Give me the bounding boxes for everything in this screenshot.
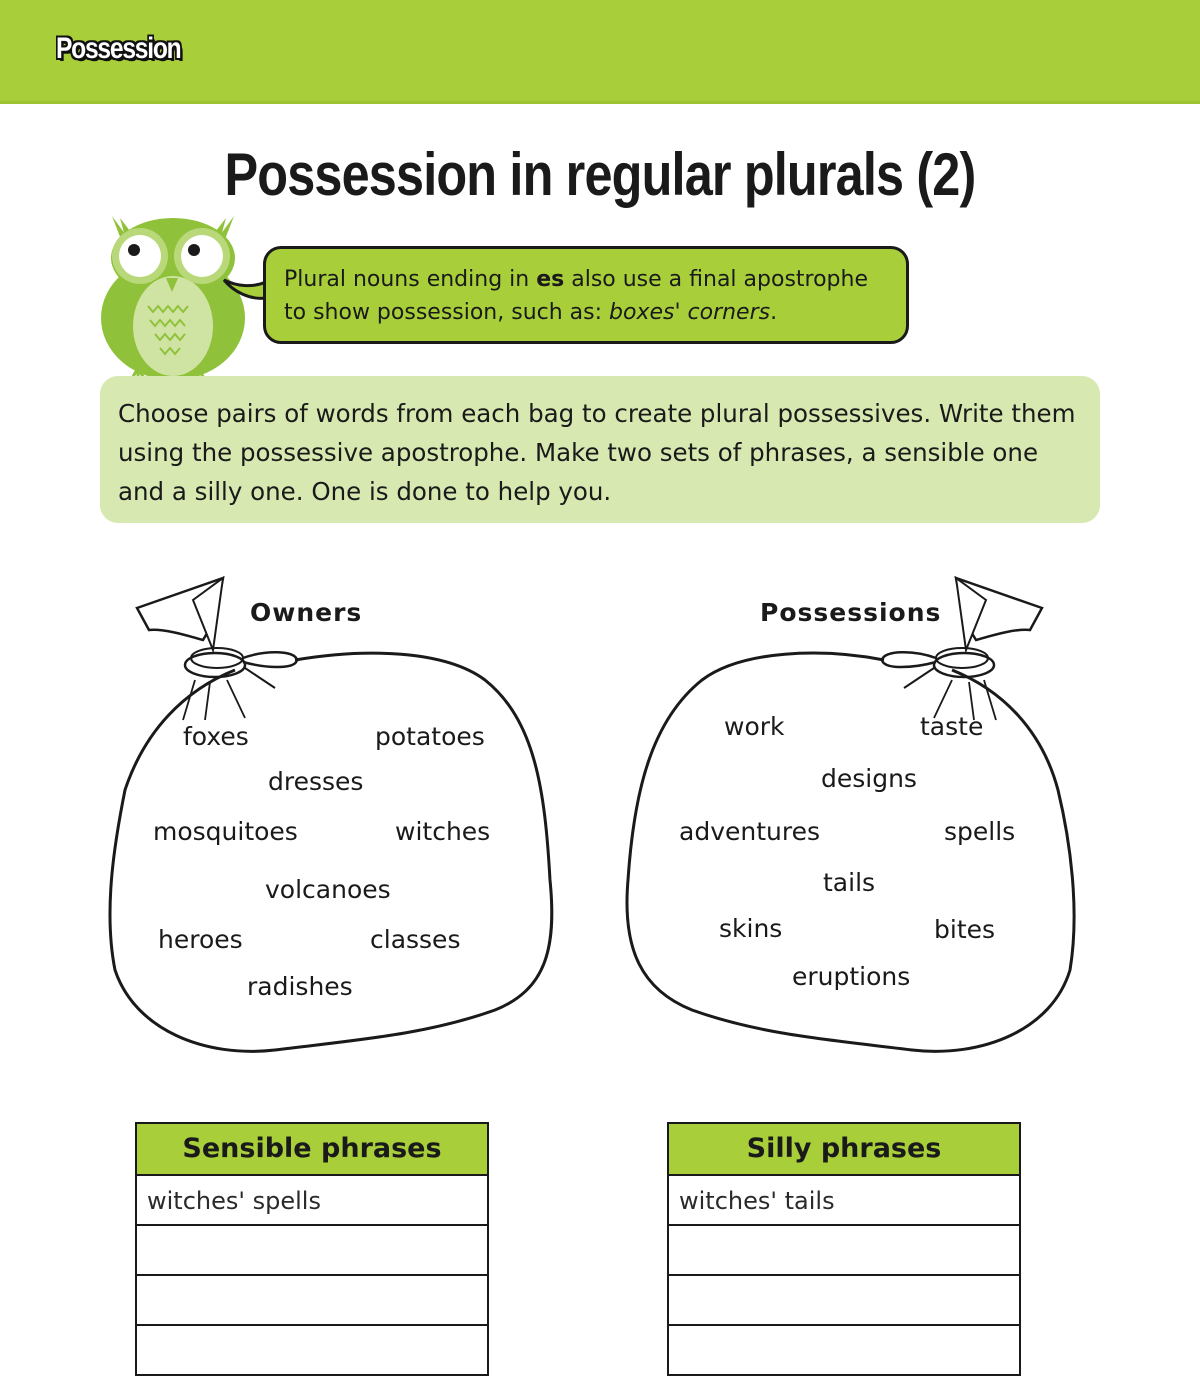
- possession-word: adventures: [679, 817, 820, 846]
- silly-phrases-table: [667, 1122, 1021, 1376]
- possession-word: work: [724, 712, 785, 741]
- sensible-phrases-table: [135, 1122, 489, 1376]
- silly-phrase-row[interactable]: [669, 1326, 1019, 1376]
- tip-text-continued: also use a final apostrophe to show possession, such as:: [284, 267, 868, 325]
- instructions-box: [100, 376, 1100, 523]
- silly-phrase-row[interactable]: [669, 1276, 1019, 1326]
- owner-word: witches: [395, 817, 491, 846]
- owners-bag: [105, 570, 565, 1060]
- possession-word: skins: [719, 914, 783, 943]
- possession-word: taste: [920, 712, 984, 741]
- possession-word: bites: [934, 915, 996, 944]
- possession-word: spells: [944, 817, 1016, 846]
- tip-bold-suffix: es: [536, 267, 565, 292]
- sensible-phrase-row[interactable]: [137, 1226, 487, 1276]
- sensible-phrases-header: Sensible phrases: [137, 1124, 487, 1176]
- owner-word: heroes: [158, 925, 243, 954]
- tip-example: boxes' corners: [609, 300, 771, 325]
- silly-phrase-row[interactable]: [669, 1226, 1019, 1276]
- possession-word: tails: [823, 868, 876, 897]
- tip-text: Plural nouns ending in: [284, 267, 537, 292]
- owner-word: radishes: [247, 972, 353, 1001]
- owner-word: dresses: [268, 767, 364, 796]
- sensible-phrase-row[interactable]: [137, 1276, 487, 1326]
- owner-word: classes: [370, 925, 461, 954]
- sensible-phrase-row[interactable]: [137, 1326, 487, 1376]
- possessions-bag-title: Possessions: [760, 598, 942, 627]
- owner-word: mosquitoes: [153, 817, 298, 846]
- possessions-bag: [622, 570, 1082, 1060]
- owner-word: potatoes: [375, 722, 485, 751]
- page-title-text: Possession in regular plurals (2): [224, 141, 976, 208]
- instructions-text: Choose pairs of words from each bag to create plural possessives. Write them using the possessive apostrophe. Make two sets of phrases, a sensible one and a silly one. One is done to help you.: [118, 399, 1076, 506]
- silly-phrase-row[interactable]: witches' tails: [669, 1176, 1019, 1226]
- owners-bag-title: Owners: [250, 598, 363, 627]
- tip-end: .: [770, 300, 778, 325]
- tip-speech-bubble: [263, 246, 909, 344]
- possession-word: designs: [821, 764, 917, 793]
- page-title: [0, 140, 1200, 209]
- section-label: Possession: [56, 32, 181, 65]
- section-header-bar: [0, 0, 1200, 104]
- sensible-phrase-row[interactable]: witches' spells: [137, 1176, 487, 1226]
- owner-word: foxes: [183, 722, 249, 751]
- owner-word: volcanoes: [265, 875, 391, 904]
- possession-word: eruptions: [792, 962, 911, 991]
- silly-phrases-header: Silly phrases: [669, 1124, 1019, 1176]
